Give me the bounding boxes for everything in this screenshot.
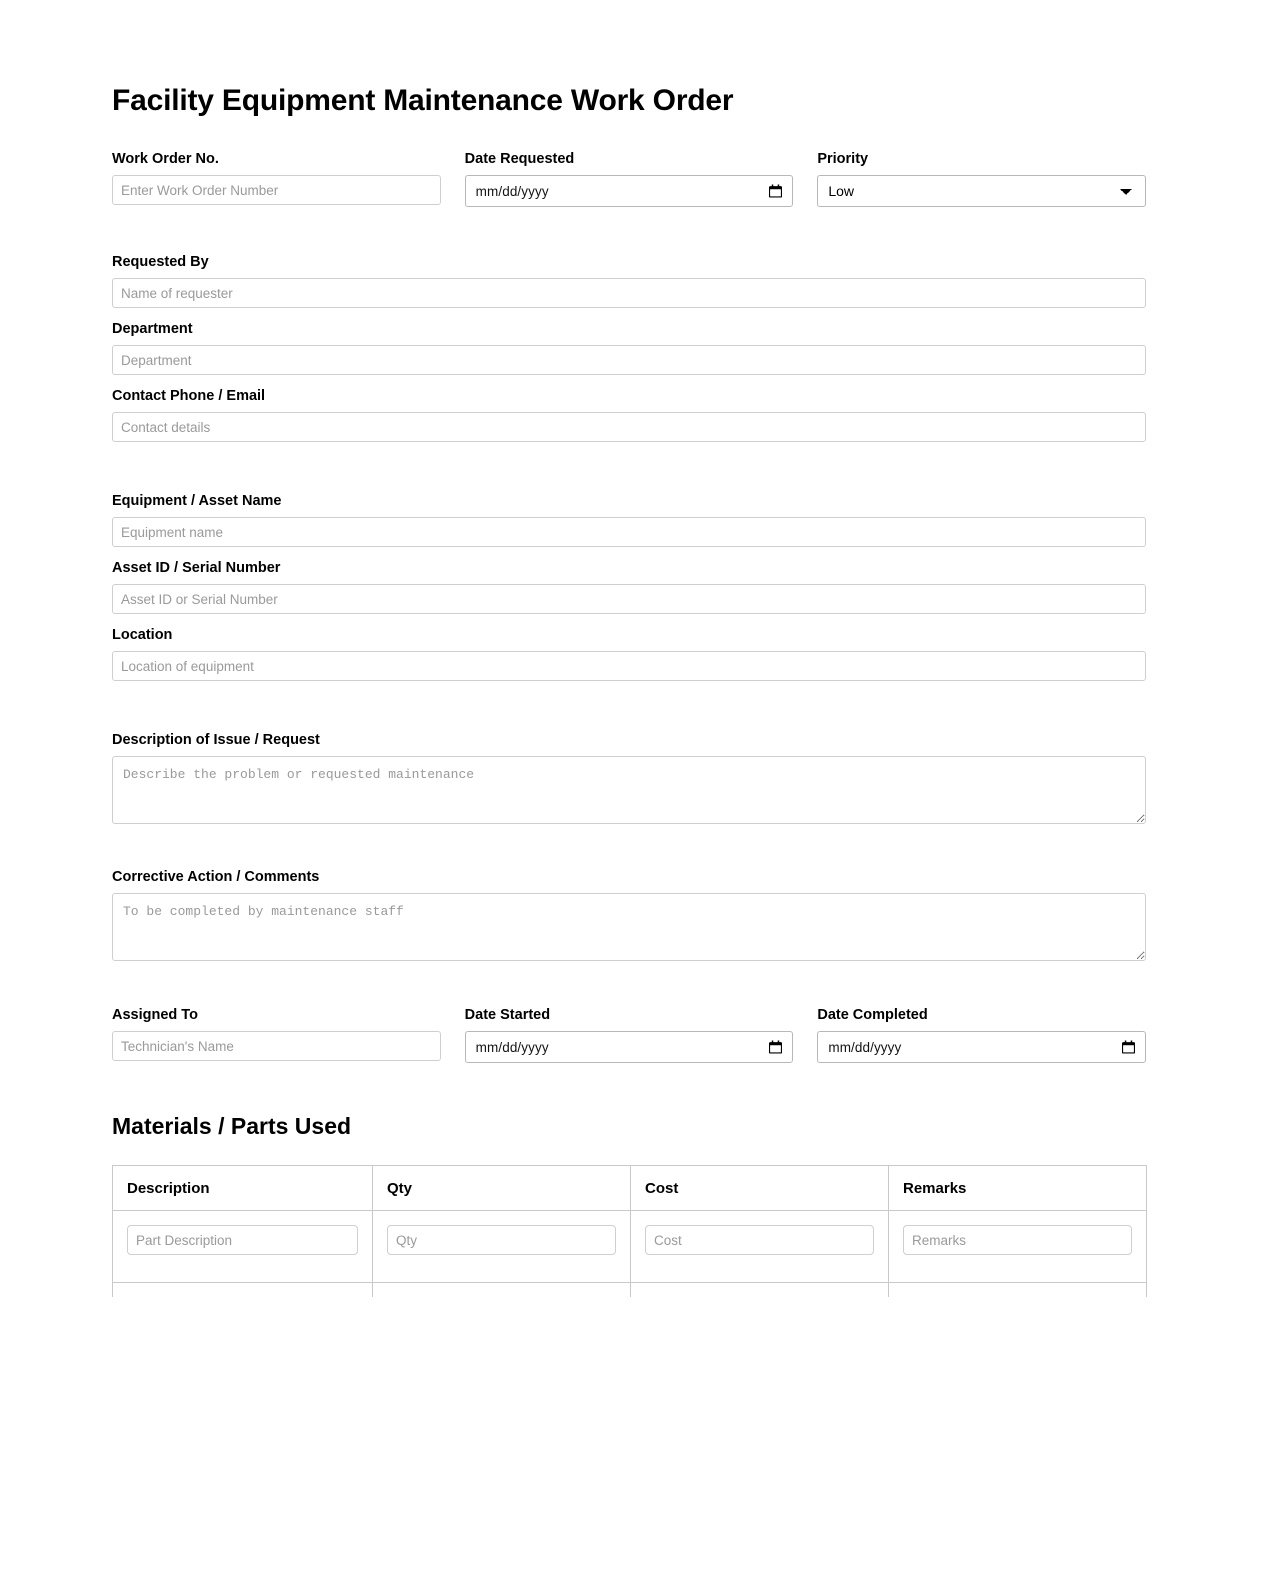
calendar-icon[interactable] (1122, 1041, 1135, 1054)
calendar-icon[interactable] (769, 1041, 782, 1054)
cell-qty (373, 1211, 631, 1283)
date-requested-label: Date Requested (464, 151, 575, 167)
cell-description (113, 1283, 373, 1298)
page-title: Facility Equipment Maintenance Work Order (112, 84, 734, 117)
corrective-action-label: Corrective Action / Comments (112, 869, 320, 885)
description-section (112, 731, 1146, 824)
field-requested-by (112, 253, 1146, 308)
cell-qty (373, 1283, 631, 1298)
table-row (113, 1283, 1147, 1298)
department-input[interactable] (112, 345, 1146, 375)
work-order-no-input[interactable] (112, 175, 441, 205)
date-completed-input[interactable] (817, 1031, 1146, 1063)
contact-input[interactable] (112, 412, 1146, 442)
asset-name-label: Equipment / Asset Name (112, 493, 282, 509)
field-location (112, 626, 1146, 681)
materials-table (112, 1165, 1147, 1297)
table-header-row (113, 1166, 1147, 1211)
calendar-icon[interactable] (769, 185, 782, 198)
field-asset-name (112, 492, 1146, 547)
materials-section-title: Materials / Parts Used (112, 1113, 352, 1139)
part-qty-input[interactable] (387, 1225, 616, 1255)
header-row (112, 150, 1146, 207)
date-requested-input[interactable] (465, 175, 794, 207)
assignment-row (112, 1006, 1146, 1063)
department-label: Department (112, 321, 193, 337)
date-completed-label: Date Completed (817, 1007, 928, 1023)
priority-label: Priority (817, 151, 869, 167)
cell-description (113, 1211, 373, 1283)
equipment-section (112, 492, 1146, 693)
field-department (112, 320, 1146, 375)
date-started-value: mm/dd/yyyy (475, 1039, 549, 1055)
field-priority (817, 150, 1146, 207)
corrective-action-textarea[interactable] (112, 893, 1146, 961)
contact-label: Contact Phone / Email (112, 388, 266, 404)
cell-cost (631, 1283, 889, 1298)
description-label: Description of Issue / Request (112, 732, 320, 748)
description-textarea[interactable] (112, 756, 1146, 824)
cell-remarks (889, 1211, 1147, 1283)
asset-id-label: Asset ID / Serial Number (112, 560, 281, 576)
cell-remarks (889, 1283, 1147, 1298)
date-started-label: Date Started (464, 1007, 551, 1023)
field-date-started (465, 1006, 794, 1063)
field-date-completed (817, 1006, 1146, 1063)
field-assigned-to (112, 1006, 441, 1063)
date-started-input[interactable] (465, 1031, 794, 1063)
work-order-no-label: Work Order No. (112, 151, 219, 167)
priority-select[interactable] (817, 175, 1146, 207)
date-requested-value: mm/dd/yyyy (475, 183, 549, 199)
cell-cost (631, 1211, 889, 1283)
requested-by-input[interactable] (112, 278, 1146, 308)
location-input[interactable] (112, 651, 1146, 681)
part-cost-input[interactable] (645, 1225, 874, 1255)
requested-by-label: Requested By (112, 254, 209, 270)
part-remarks-input[interactable] (903, 1225, 1132, 1255)
asset-name-input[interactable] (112, 517, 1146, 547)
assigned-to-label: Assigned To (112, 1007, 198, 1023)
asset-id-input[interactable] (112, 584, 1146, 614)
part-description-input[interactable] (127, 1225, 358, 1255)
column-header-description: Description (113, 1166, 373, 1211)
date-completed-value: mm/dd/yyyy (828, 1039, 902, 1055)
column-header-cost: Cost (631, 1166, 889, 1211)
field-asset-id (112, 559, 1146, 614)
location-label: Location (112, 627, 173, 643)
field-date-requested (465, 150, 794, 207)
corrective-action-section (112, 868, 1146, 961)
field-work-order-no (112, 150, 441, 207)
field-contact (112, 387, 1146, 442)
column-header-qty: Qty (373, 1166, 631, 1211)
table-row (113, 1211, 1147, 1283)
column-header-remarks: Remarks (889, 1166, 1147, 1211)
requester-section (112, 253, 1146, 454)
assigned-to-input[interactable] (112, 1031, 441, 1061)
